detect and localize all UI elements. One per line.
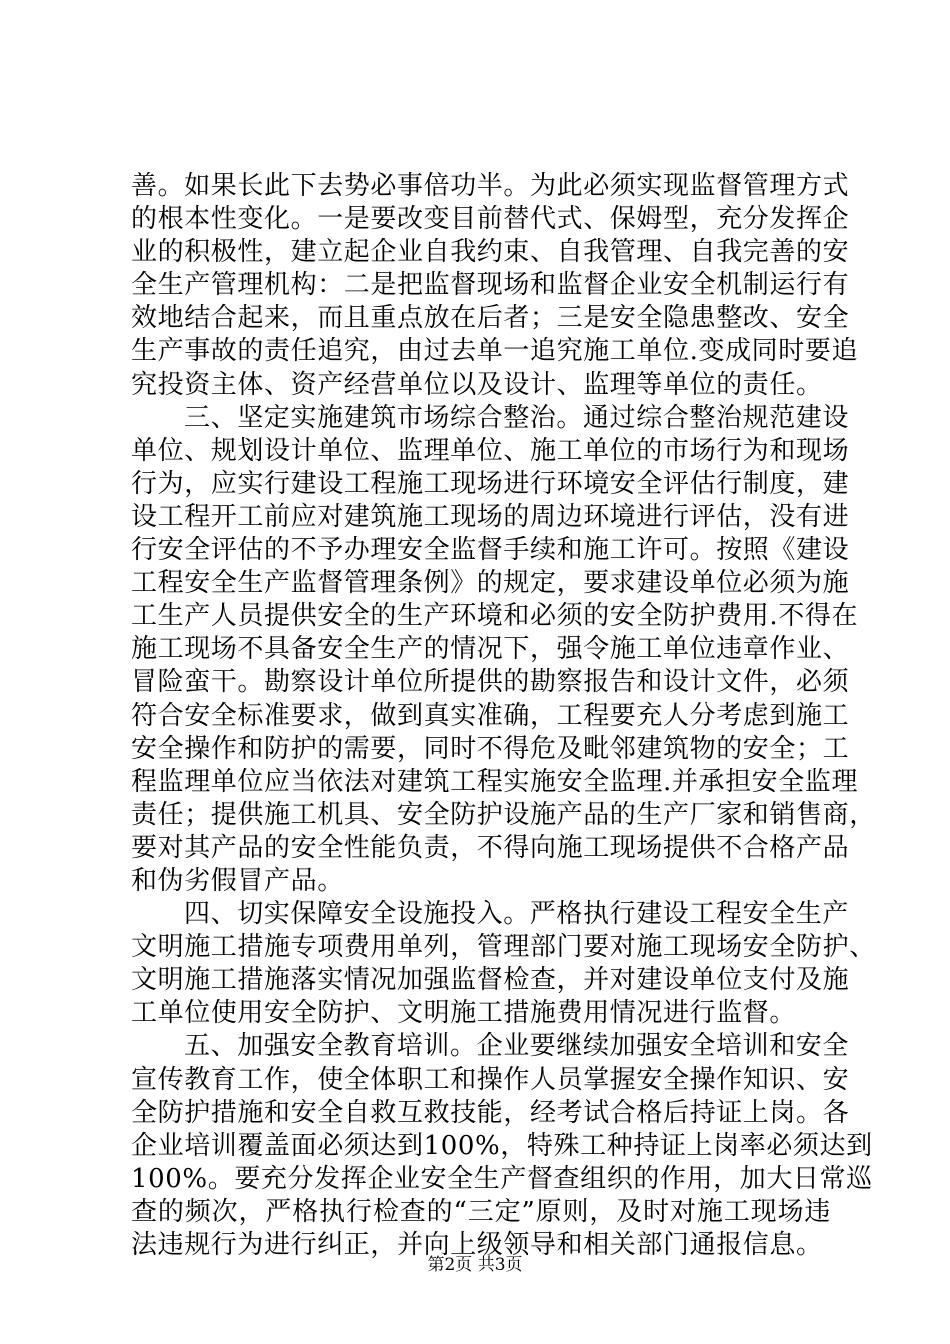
- text-line: 效地结合起来，而且重点放在后者；三是安全隐患整改、安全: [131, 303, 850, 334]
- text-line: 工程安全生产监督管理条例》的规定，要求建设单位必须为施: [131, 568, 850, 599]
- text-line: 工生产人员提供安全的生产环境和必须的安全防护费用.不得在: [131, 601, 859, 632]
- text-line: 五、加强安全教育培训。企业要继续加强安全培训和安全: [184, 1031, 850, 1062]
- text-line: 宣传教育工作，使全体职工和操作人员掌握安全操作知识、安: [131, 1064, 850, 1095]
- text-line: 设工程开工前应对建筑施工现场的周边环境进行评估，没有进: [131, 501, 850, 532]
- text-line: 企业培训覆盖面必须达到100%，特殊工种持证上岗率必须达到: [131, 1130, 873, 1161]
- text-line: 安全操作和防护的需要，同时不得危及毗邻建筑物的安全；工: [131, 733, 850, 764]
- text-line: 文明施工措施专项费用单列，管理部门要对施工现场安全防护、: [131, 932, 876, 963]
- text-line: 符合安全标准要求，做到真实准确，工程要充人分考虑到施工: [131, 700, 850, 731]
- text-line: 全防护措施和安全自救互救技能，经考试合格后持证上岗。各: [131, 1097, 850, 1128]
- text-line: 冒险蛮干。勘察设计单位所提供的勘察报告和设计文件，必须: [131, 667, 850, 698]
- text-line: 三、坚定实施建筑市场综合整治。通过综合整治规范建设: [184, 402, 850, 433]
- text-line: 施工现场不具备安全生产的情况下，强令施工单位违章作业、: [131, 634, 850, 665]
- text-line: 文明施工措施落实情况加强监督检查，并对建设单位支付及施: [131, 965, 850, 996]
- text-line: 程监理单位应当依法对建筑工程实施安全监理.并承担安全监理: [131, 766, 859, 797]
- text-line: 四、切实保障安全设施投入。严格执行建设工程安全生产: [184, 899, 850, 930]
- text-line: 行为，应实行建设工程施工现场进行环境安全评估行制度，建: [131, 468, 850, 499]
- document-body: [131, 170, 876, 1262]
- text-line: 善。如果长此下去势必事倍功半。为此必须实现监督管理方式: [131, 171, 850, 201]
- text-line: 单位、规划设计单位、监理单位、施工单位的市场行为和现场: [131, 435, 850, 466]
- text-line: 全生产管理机构：二是把监督现场和监督企业安全机制运行有: [131, 270, 850, 301]
- text-line: 法违规行为进行纠正，并向上级领导和相关部门通报信息。: [131, 1230, 823, 1260]
- text-line: 生产事故的责任追究，由过去单一追究施工单位.变成同时要追: [131, 336, 859, 367]
- text-line: 责任；提供施工机具、安全防护设施产品的生产厂家和销售商，: [131, 799, 876, 830]
- text-line: 查的频次，严格执行检查的“三定”原则，及时对施工现场违: [131, 1196, 831, 1227]
- text-line: 的根本性变化。一是要改变目前替代式、保姆型，充分发挥企: [131, 204, 850, 235]
- text-line: 究投资主体、资产经营单位以及设计、监理等单位的责任。: [131, 369, 823, 400]
- text-line: 和伪劣假冒产品。: [131, 865, 344, 896]
- text-line: 要对其产品的安全性能负责，不得向施工现场提供不合格产品: [131, 832, 850, 863]
- page-footer: 第2页 共3页: [427, 1255, 523, 1275]
- text-line: 业的积极性，建立起企业自我约束、自我管理、自我完善的安: [131, 237, 850, 268]
- text-line: 100%。要充分发挥企业安全生产督查组织的作用，加大日常巡: [131, 1163, 873, 1194]
- text-line: 行安全评估的不予办理安全监督手续和施工许可。按照《建设: [131, 535, 850, 566]
- text-line: 工单位使用安全防护、文明施工措施费用情况进行监督。: [131, 998, 797, 1029]
